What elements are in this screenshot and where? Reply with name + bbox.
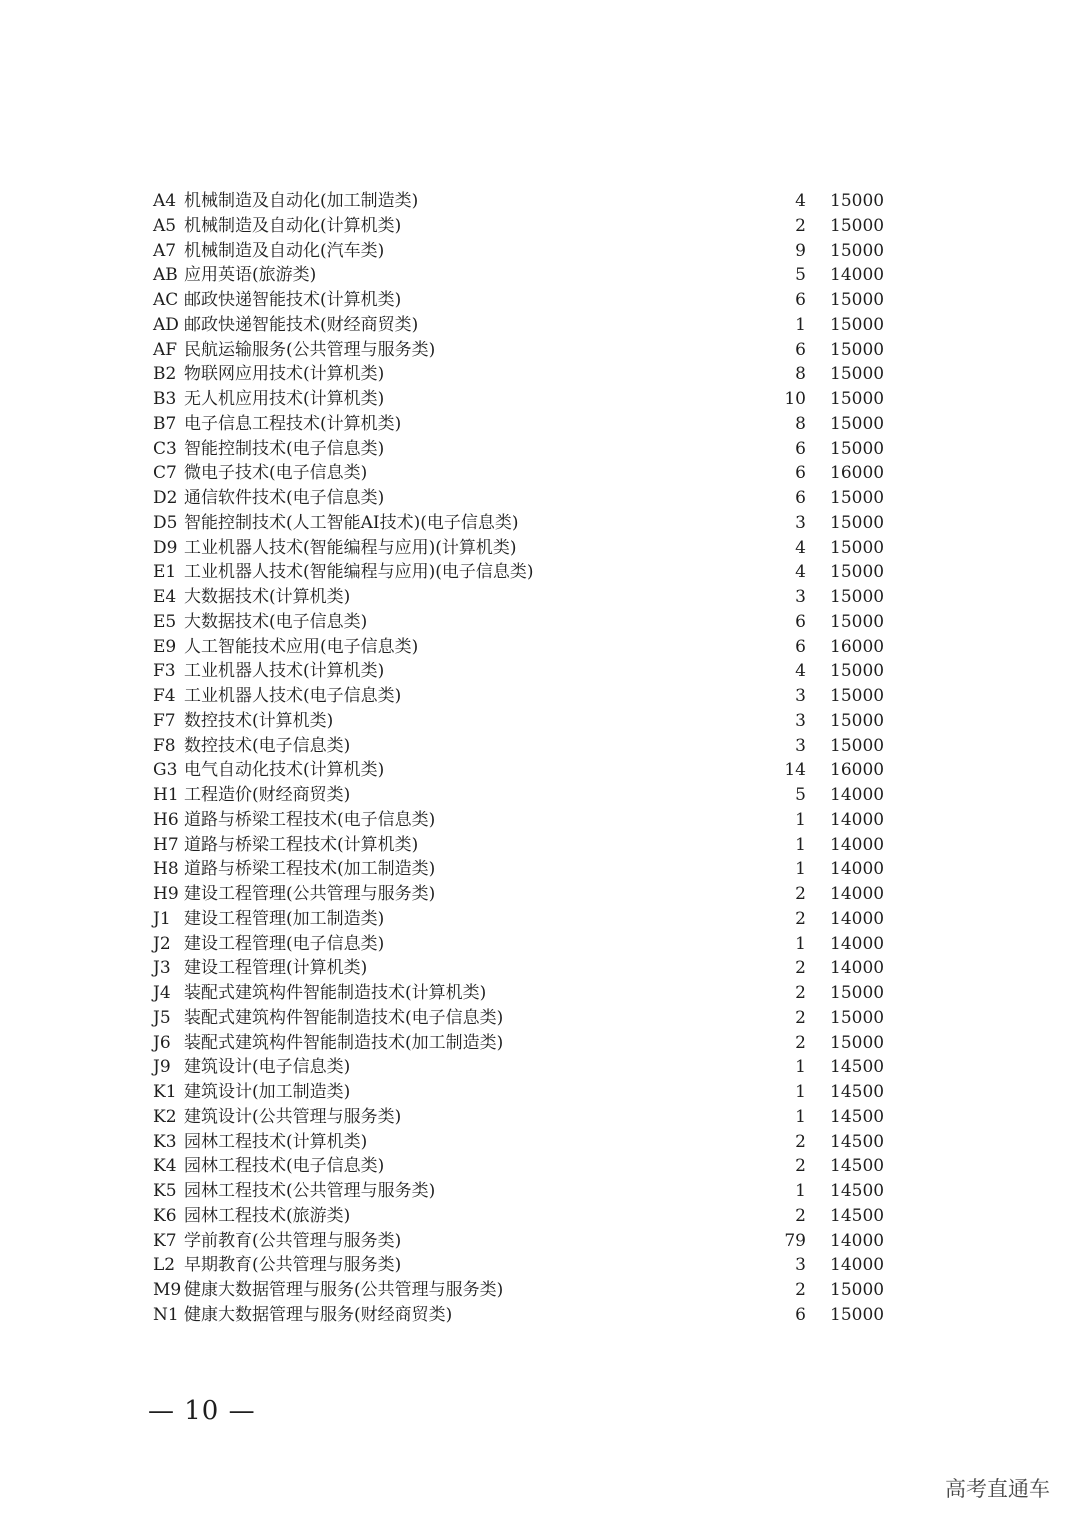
program-name: 工业机器人技术(计算机类) [184,661,385,682]
tuition-fee: 14000 [830,809,885,830]
program-name: 建筑设计(电子信息类) [184,1057,351,1078]
program-name: 工业机器人技术(电子信息类) [184,686,402,706]
program-name: 智能控制技术(电子信息类) [184,438,385,459]
table-row [153,1303,913,1328]
program-code: F4 [153,686,176,706]
table-row [153,956,913,981]
table-row [153,833,913,858]
program-name: 装配式建筑构件智能制造技术(计算机类) [184,983,487,1003]
program-name: 道路与桥梁工程技术(计算机类) [184,834,419,855]
tuition-fee: 14500 [830,1205,885,1226]
table-row [153,857,913,882]
enrollment-count: 1 [795,859,806,880]
tuition-fee: 15000 [830,537,885,558]
program-name: 电子信息工程技术(计算机类) [184,413,402,434]
program-code: C7 [153,463,177,484]
enrollment-count: 2 [795,1131,806,1152]
enrollment-count: 8 [795,413,806,434]
program-code: AB [153,265,178,286]
tuition-fee: 15000 [830,1280,885,1300]
table-row [153,387,913,412]
program-code: H1 [153,785,179,805]
enrollment-count: 6 [795,290,806,310]
program-name: 大数据技术(计算机类) [184,587,351,607]
program-code: H8 [153,859,179,880]
program-name: 民航运输服务(公共管理与服务类) [184,339,436,360]
enrollment-count: 1 [795,1057,806,1078]
tuition-fee: 15000 [830,1032,885,1053]
tuition-fee: 14500 [830,1057,885,1078]
tuition-fee: 14000 [830,958,885,979]
table-row [153,1229,913,1254]
program-code: J3 [153,958,171,979]
table-row [153,511,913,536]
program-name: 物联网应用技术(计算机类) [184,364,385,385]
enrollment-count: 2 [795,1280,806,1300]
tuition-fee: 14000 [830,785,885,805]
program-name: 大数据技术(电子信息类) [184,611,368,632]
table-row [153,486,913,511]
table-row [153,461,913,486]
tuition-fee: 15000 [830,512,885,533]
tuition-fee: 15000 [830,611,885,632]
table-row [153,709,913,734]
tuition-fee: 14000 [830,1255,885,1276]
table-row [153,758,913,783]
program-name: 建筑设计(加工制造类) [184,1082,351,1102]
enrollment-count: 4 [795,562,806,583]
enrollment-count: 2 [795,1205,806,1226]
enrollment-count: 3 [795,587,806,607]
enrollment-count: 1 [795,1106,806,1127]
tuition-fee: 14500 [830,1131,885,1152]
tuition-fee: 16000 [830,463,885,484]
program-name: 工程造价(财经商贸类) [184,785,351,805]
program-code: E9 [153,636,177,657]
program-name: 人工智能技术应用(电子信息类) [184,636,419,657]
enrollment-count: 2 [795,884,806,904]
program-code: E4 [153,587,177,607]
table-row [153,1154,913,1179]
program-code: H7 [153,834,179,855]
program-code: A4 [153,191,177,211]
tuition-fee: 14000 [830,265,885,286]
program-code: G3 [153,760,178,781]
table-row [153,1105,913,1130]
program-code: K7 [153,1230,177,1251]
table-row [153,189,913,214]
enrollment-count: 2 [795,1156,806,1177]
table-row [153,362,913,387]
program-name: 装配式建筑构件智能制造技术(加工制造类) [184,1032,504,1053]
table-row [153,659,913,684]
program-name: 机械制造及自动化(计算机类) [184,215,402,236]
program-name: 通信软件技术(电子信息类) [184,488,385,508]
program-code: J6 [153,1032,171,1053]
program-table [153,189,913,1328]
program-name: 园林工程技术(计算机类) [184,1131,368,1152]
program-code: N1 [153,1304,179,1325]
table-row [153,1130,913,1155]
program-name: 学前教育(公共管理与服务类) [184,1230,402,1251]
table-row [153,635,913,660]
enrollment-count: 14 [784,760,806,781]
program-code: H9 [153,884,179,904]
enrollment-count: 2 [795,215,806,236]
tuition-fee: 15000 [830,339,885,360]
program-name: 邮政快递智能技术(计算机类) [184,290,402,310]
program-code: C3 [153,438,177,459]
program-name: 建筑设计(公共管理与服务类) [184,1106,402,1127]
tuition-fee: 15000 [830,735,885,756]
tuition-fee: 15000 [830,686,885,706]
program-code: A7 [153,240,177,261]
program-name: 应用英语(旅游类) [184,265,317,286]
table-row [153,263,913,288]
enrollment-count: 6 [795,438,806,459]
tuition-fee: 15000 [830,364,885,385]
table-row [153,585,913,610]
program-code: E1 [153,562,177,583]
program-code: AC [153,290,179,310]
table-row [153,1204,913,1229]
table-row [153,783,913,808]
tuition-fee: 16000 [830,636,885,657]
enrollment-count: 5 [795,785,806,805]
tuition-fee: 15000 [830,562,885,583]
enrollment-count: 4 [795,191,806,211]
program-name: 微电子技术(电子信息类) [184,463,368,484]
program-code: B3 [153,389,177,409]
program-code: AD [153,314,179,335]
table-row [153,412,913,437]
enrollment-count: 9 [795,240,806,261]
tuition-fee: 14500 [830,1181,885,1201]
enrollment-count: 79 [784,1230,806,1251]
enrollment-count: 6 [795,611,806,632]
tuition-fee: 15000 [830,314,885,335]
program-code: B2 [153,364,177,385]
enrollment-count: 2 [795,1032,806,1053]
table-row [153,313,913,338]
table-row [153,981,913,1006]
program-name: 工业机器人技术(智能编程与应用)(电子信息类) [184,562,534,583]
enrollment-count: 4 [795,661,806,682]
program-name: 园林工程技术(旅游类) [184,1205,351,1226]
program-code: J5 [153,1007,171,1028]
enrollment-count: 2 [795,908,806,929]
program-code: E5 [153,611,177,632]
tuition-fee: 15000 [830,191,885,211]
program-name: 早期教育(公共管理与服务类) [184,1255,402,1276]
program-code: D9 [153,537,178,558]
table-row [153,684,913,709]
program-code: K2 [153,1106,177,1127]
tuition-fee: 14500 [830,1156,885,1177]
enrollment-count: 1 [795,314,806,335]
table-row [153,214,913,239]
table-row [153,932,913,957]
enrollment-count: 8 [795,364,806,385]
program-name: 机械制造及自动化(汽车类) [184,240,385,261]
program-code: K3 [153,1131,177,1152]
page-number: — 10 — [148,1396,256,1426]
program-name: 机械制造及自动化(加工制造类) [184,191,419,211]
program-name: 道路与桥梁工程技术(电子信息类) [184,809,436,830]
enrollment-count: 2 [795,1007,806,1028]
tuition-fee: 15000 [830,1007,885,1028]
watermark: 高考直通车 [945,1477,1050,1501]
program-code: K5 [153,1181,177,1201]
tuition-fee: 15000 [830,413,885,434]
program-name: 园林工程技术(公共管理与服务类) [184,1181,436,1201]
enrollment-count: 2 [795,983,806,1003]
enrollment-count: 3 [795,735,806,756]
enrollment-count: 6 [795,463,806,484]
table-row [153,1080,913,1105]
program-code: AF [153,339,178,360]
enrollment-count: 1 [795,1082,806,1102]
tuition-fee: 15000 [830,215,885,236]
program-code: D5 [153,512,178,533]
program-code: J4 [153,983,171,1003]
program-code: K6 [153,1205,177,1226]
enrollment-count: 1 [795,809,806,830]
tuition-fee: 15000 [830,661,885,682]
program-name: 电气自动化技术(计算机类) [184,760,385,781]
enrollment-count: 4 [795,537,806,558]
tuition-fee: 15000 [830,587,885,607]
tuition-fee: 14000 [830,859,885,880]
table-row [153,1006,913,1031]
tuition-fee: 14000 [830,884,885,904]
table-row [153,288,913,313]
tuition-fee: 15000 [830,389,885,409]
enrollment-count: 6 [795,636,806,657]
tuition-fee: 15000 [830,488,885,508]
program-name: 道路与桥梁工程技术(加工制造类) [184,859,436,880]
tuition-fee: 15000 [830,710,885,731]
table-row [153,907,913,932]
program-code: A5 [153,215,177,236]
program-name: 园林工程技术(电子信息类) [184,1156,385,1177]
enrollment-count: 3 [795,1255,806,1276]
table-row [153,1031,913,1056]
program-code: F3 [153,661,176,682]
program-name: 智能控制技术(人工智能AI技术)(电子信息类) [184,512,519,533]
program-name: 健康大数据管理与服务(财经商贸类) [184,1304,453,1325]
enrollment-count: 10 [784,389,806,409]
tuition-fee: 16000 [830,760,885,781]
table-row [153,1278,913,1303]
program-name: 数控技术(计算机类) [184,710,334,731]
table-row [153,560,913,585]
table-row [153,239,913,264]
program-name: 建设工程管理(加工制造类) [184,908,385,929]
program-name: 装配式建筑构件智能制造技术(电子信息类) [184,1007,504,1028]
enrollment-count: 1 [795,834,806,855]
table-row [153,1253,913,1278]
program-name: 建设工程管理(公共管理与服务类) [184,884,436,904]
program-code: J9 [153,1057,171,1078]
enrollment-count: 6 [795,488,806,508]
enrollment-count: 5 [795,265,806,286]
enrollment-count: 3 [795,710,806,731]
enrollment-count: 3 [795,512,806,533]
program-name: 工业机器人技术(智能编程与应用)(计算机类) [184,537,517,558]
table-row [153,1179,913,1204]
tuition-fee: 15000 [830,290,885,310]
enrollment-count: 1 [795,933,806,954]
program-code: J1 [153,908,171,929]
enrollment-count: 3 [795,686,806,706]
tuition-fee: 14000 [830,908,885,929]
tuition-fee: 14000 [830,1230,885,1251]
table-row [153,610,913,635]
program-code: H6 [153,809,179,830]
tuition-fee: 14000 [830,834,885,855]
program-name: 建设工程管理(电子信息类) [184,933,385,954]
program-code: J2 [153,933,171,954]
program-code: F8 [153,735,176,756]
program-code: D2 [153,488,178,508]
tuition-fee: 15000 [830,983,885,1003]
program-name: 数控技术(电子信息类) [184,735,351,756]
program-name: 无人机应用技术(计算机类) [184,389,385,409]
tuition-fee: 14500 [830,1106,885,1127]
tuition-fee: 15000 [830,438,885,459]
enrollment-count: 2 [795,958,806,979]
program-code: F7 [153,710,176,731]
tuition-fee: 14000 [830,933,885,954]
program-code: K4 [153,1156,177,1177]
program-code: M9 [153,1280,182,1300]
table-row [153,536,913,561]
table-row [153,1055,913,1080]
tuition-fee: 15000 [830,240,885,261]
table-row [153,882,913,907]
program-code: L2 [153,1255,176,1276]
program-code: K1 [153,1082,177,1102]
table-row [153,338,913,363]
enrollment-count: 1 [795,1181,806,1201]
table-row [153,734,913,759]
tuition-fee: 15000 [830,1304,885,1325]
table-row [153,808,913,833]
tuition-fee: 14500 [830,1082,885,1102]
program-name: 健康大数据管理与服务(公共管理与服务类) [184,1280,504,1300]
table-row [153,437,913,462]
enrollment-count: 6 [795,1304,806,1325]
enrollment-count: 6 [795,339,806,360]
program-name: 邮政快递智能技术(财经商贸类) [184,314,419,335]
program-code: B7 [153,413,177,434]
program-name: 建设工程管理(计算机类) [184,958,368,979]
